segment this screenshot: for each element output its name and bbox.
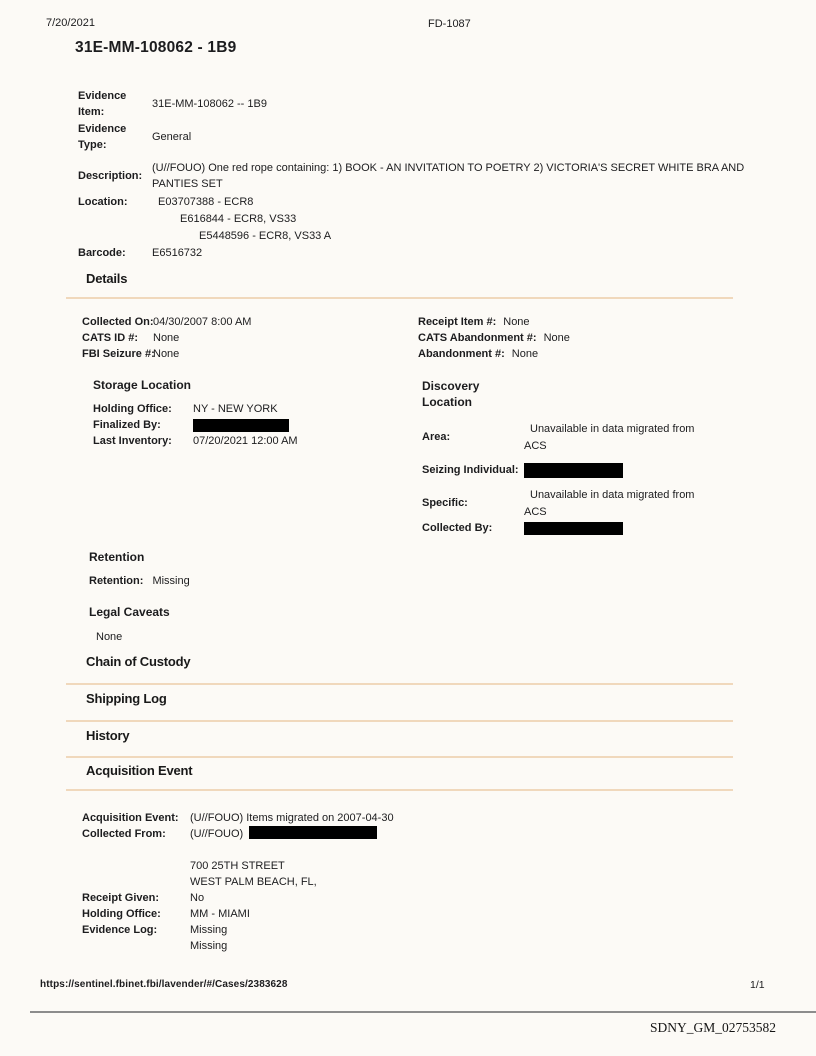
collected-from-label: Collected From: [82, 828, 166, 840]
section-divider [66, 683, 733, 685]
cats-id-row [82, 330, 251, 346]
address-row [82, 874, 394, 890]
description-label: Description: [78, 169, 143, 182]
evidence-type-row [78, 120, 744, 153]
acquisition-event-row [82, 810, 394, 826]
acq-holding-office-value: MM - MIAMI [190, 908, 250, 920]
evidence-item-label: Evidence Item: [78, 89, 127, 118]
section-divider [66, 756, 733, 758]
footer-divider [30, 1011, 816, 1013]
section-divider [66, 297, 733, 299]
abandonment-label: Abandonment #: [418, 348, 505, 360]
acquisition-event-value: (U//FOUO) Items migrated on 2007-04-30 [190, 812, 394, 824]
specific-label: Specific: [422, 497, 468, 510]
evidence-log-row [82, 922, 394, 938]
storage-location-heading: Storage Location [93, 378, 192, 392]
evidence-type-value: General [152, 130, 192, 143]
page-title: 31E-MM-108062 - 1B9 [75, 39, 237, 56]
cats-id-value: None [153, 332, 180, 344]
barcode-label: Barcode: [78, 247, 126, 259]
receipt-given-label: Receipt Given: [82, 892, 160, 904]
receipt-item-label: Receipt Item #: [418, 316, 497, 328]
cats-abandonment-row [418, 330, 570, 346]
cats-abandonment-value: None [543, 332, 570, 344]
address-row [82, 858, 394, 874]
receipt-given-row [82, 890, 394, 906]
details-right-column [418, 314, 570, 362]
seizing-individual-label: Seizing Individual: [422, 464, 519, 477]
evidence-item-row [78, 87, 744, 120]
fbi-seizure-label: FBI Seizure #: [82, 348, 155, 360]
cats-abandonment-label: CATS Abandonment #: [418, 332, 537, 344]
form-number: FD-1087 [428, 18, 471, 30]
evidence-log-label: Evidence Log: [82, 924, 158, 936]
abandonment-value: None [511, 348, 539, 360]
last-inventory-label: Last Inventory: [93, 435, 172, 447]
collected-from-value: (U//FOUO) [190, 828, 244, 840]
area-label: Area: [422, 431, 451, 444]
evidence-summary [78, 87, 744, 262]
barcode-row [78, 245, 744, 262]
redaction-bar [524, 522, 623, 535]
location-value [152, 194, 744, 245]
print-date: 7/20/2021 [46, 17, 95, 29]
retention-value: Missing [152, 575, 190, 587]
collected-from-row [82, 826, 394, 842]
retention-label: Retention: [89, 575, 144, 587]
holding-office-label: Holding Office: [93, 403, 172, 415]
storage-location-group [93, 378, 298, 449]
evidence-log-row2 [82, 938, 394, 954]
redaction-bar [524, 463, 623, 478]
cats-id-label: CATS ID #: [82, 332, 139, 344]
section-divider [66, 789, 733, 791]
section-heading-shipping-log: Shipping Log [86, 691, 167, 706]
collected-on-label: Collected On: [82, 316, 154, 328]
section-divider [66, 720, 733, 722]
collected-by-label: Collected By: [422, 522, 493, 534]
retention-row [89, 575, 190, 587]
collected-on-value: 04/30/2007 8:00 AM [153, 316, 252, 328]
source-url: https://sentinel.fbinet.fbi/lavender/#/Cases/2383628 [40, 979, 288, 990]
legal-caveats-value: None [96, 631, 123, 643]
location-line: E03707388 - ECR8 [158, 196, 254, 208]
redaction-bar [193, 419, 289, 432]
seizing-individual-row [422, 454, 752, 487]
page-indicator: 1/1 [750, 979, 765, 991]
description-value: (U//FOUO) One red rope containing: 1) BOOK - AN INVITATION TO POETRY 2) VICTORIA'S SECRET WHITE BRA AND PANTIES SET [152, 161, 745, 190]
section-heading-chain-of-custody: Chain of Custody [86, 654, 191, 669]
fbi-seizure-row [82, 346, 251, 362]
description-row [78, 159, 744, 192]
finalized-by-row [93, 417, 298, 433]
receipt-item-row [418, 314, 570, 330]
receipt-item-value: None [503, 316, 530, 328]
collected-on-row [82, 314, 251, 330]
abandonment-row [418, 346, 570, 362]
retention-heading: Retention [89, 550, 145, 564]
acq-holding-office-row [82, 906, 394, 922]
specific-value: Unavailable in data migrated from ACS [524, 489, 695, 518]
acquisition-event-group [82, 810, 394, 954]
section-heading-details: Details [86, 271, 128, 286]
evidence-log-value: Missing [190, 924, 228, 936]
address-line1: 700 25TH STREET [190, 860, 285, 872]
acq-holding-office-label: Holding Office: [82, 908, 161, 920]
holding-office-value: NY - NEW YORK [193, 403, 278, 415]
collected-by-row [422, 520, 752, 537]
area-value: Unavailable in data migrated from ACS [524, 423, 695, 452]
redaction-bar [249, 826, 377, 839]
area-row [422, 421, 752, 454]
location-line: E5448596 - ECR8, VS33 A [199, 230, 332, 242]
finalized-by-label: Finalized By: [93, 419, 161, 431]
blank-row [82, 842, 394, 858]
evidence-type-label: Evidence Type: [78, 122, 127, 151]
fbi-seizure-value: None [153, 348, 180, 360]
evidence-log-value2: Missing [190, 940, 228, 952]
receipt-given-value: No [190, 892, 205, 904]
discovery-location-group [422, 378, 752, 537]
location-line: E616844 - ECR8, VS33 [180, 213, 297, 225]
evidence-item-value: 31E-MM-108062 -- 1B9 [152, 97, 267, 110]
last-inventory-value: 07/20/2021 12:00 AM [193, 435, 298, 447]
barcode-value: E6516732 [152, 247, 203, 259]
location-row [78, 194, 744, 245]
details-left-column [82, 314, 251, 362]
section-heading-acquisition-event: Acquisition Event [86, 763, 193, 778]
legal-caveats-heading: Legal Caveats [89, 605, 170, 619]
holding-office-row [93, 401, 298, 417]
location-label: Location: [78, 196, 128, 208]
section-heading-history: History [86, 728, 130, 743]
address-line2: WEST PALM BEACH, FL, [190, 876, 317, 888]
last-inventory-row [93, 433, 298, 449]
discovery-location-heading: Discovery Location [422, 379, 480, 409]
specific-row [422, 487, 752, 520]
acquisition-event-label: Acquisition Event: [82, 812, 179, 824]
bates-number: SDNY_GM_02753582 [649, 1020, 776, 1035]
